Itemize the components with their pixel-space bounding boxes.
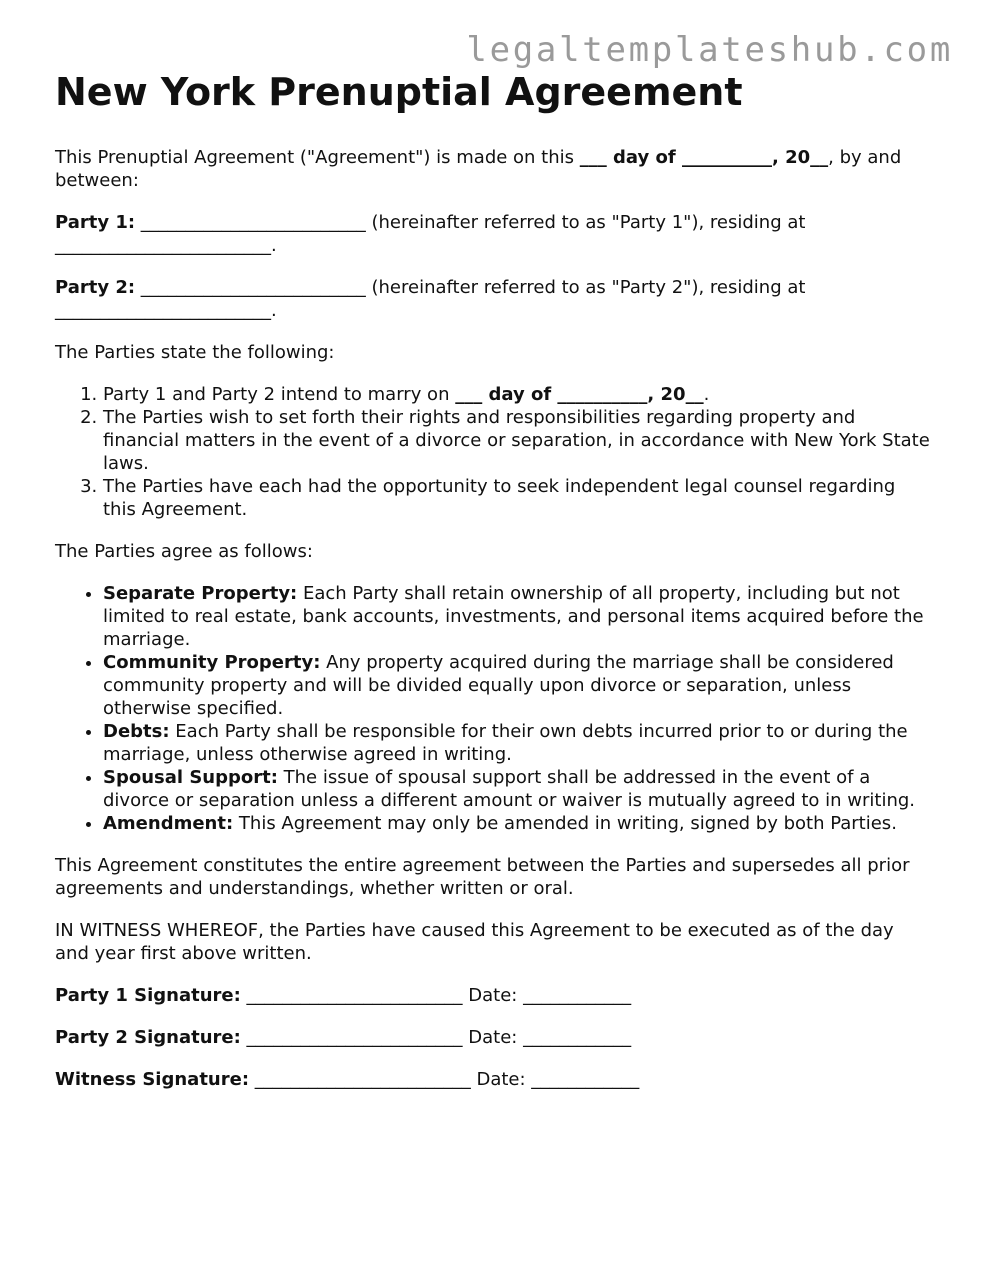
- signature-block: [55, 984, 930, 1091]
- term-label: Separate Property:: [103, 583, 298, 604]
- statements-list: [55, 383, 930, 521]
- party-1-paragraph: [55, 211, 930, 257]
- intro-date-blank: ___ day of __________, 20__: [579, 147, 829, 168]
- statement-item: 3. The Parties have each had the opportunity to seek independent legal counsel regarding this Agreement.: [103, 475, 930, 521]
- party-2-label: Party 2:: [55, 277, 136, 298]
- term-text: The issue of spousal support shall be addressed in the event of a divorce or separation unless a different amount or waiver is mutually agreed to in writing.: [103, 767, 915, 811]
- document-body: [55, 68, 930, 1110]
- statement-item: 2. The Parties wish to set forth their rights and responsibilities regarding property and financial matters in the event of a divorce or separation, in accordance with New York State laws.: [103, 406, 930, 475]
- term-item: [103, 766, 930, 812]
- term-item: [103, 651, 930, 720]
- witness-clause: IN WITNESS WHEREOF, the Parties have caused this Agreement to be executed as of the day and year first above written.: [55, 920, 894, 964]
- term-label: Debts:: [103, 721, 170, 742]
- intro-text-end: , by and between:: [55, 147, 902, 191]
- term-label: Amendment:: [103, 813, 234, 834]
- signature-label: Party 1 Signature:: [55, 985, 241, 1006]
- term-label: Spousal Support:: [103, 767, 278, 788]
- statement-1-end: .: [703, 384, 710, 405]
- term-item: [103, 582, 930, 651]
- intro-paragraph: [55, 146, 930, 192]
- witness-signature-line: [55, 1068, 930, 1091]
- signature-label: Party 2 Signature:: [55, 1027, 241, 1048]
- agree-heading: The Parties agree as follows:: [55, 541, 313, 562]
- term-item: [103, 720, 930, 766]
- party-1-label: Party 1:: [55, 212, 136, 233]
- party-2-paragraph: [55, 276, 930, 322]
- entire-agreement-paragraph: This Agreement constitutes the entire agreement between the Parties and supersedes all prior agreements and understandings, whether written or oral.: [55, 855, 910, 899]
- watermark: legaltemplateshub.com: [466, 30, 953, 70]
- intro-text: This Prenuptial Agreement ("Agreement") is made on this: [55, 147, 580, 168]
- party-1-text: _________________________ (hereinafter referred to as "Party 1"), residing at ________________________.: [55, 212, 806, 256]
- statement-1-text: Party 1 and Party 2 intend to marry on: [103, 384, 456, 405]
- term-item: [103, 812, 930, 835]
- party-1-signature-line: [55, 984, 930, 1007]
- document-title: New York Prenuptial Agreement: [55, 70, 743, 114]
- marriage-date-blank: ___ day of __________, 20__: [455, 384, 704, 405]
- terms-list: [55, 582, 930, 835]
- party-2-text: _________________________ (hereinafter referred to as "Party 2"), residing at ________________________.: [55, 277, 806, 321]
- signature-blanks: ________________________ Date: ____________: [240, 985, 632, 1006]
- term-text: Each Party shall retain ownership of all property, including but not limited to real estate, bank accounts, investments, and personal items acquired before the marriage.: [103, 583, 924, 650]
- term-text: Any property acquired during the marriage shall be considered community property and will be divided equally upon divorce or separation, unless otherwise specified.: [103, 652, 894, 719]
- signature-blanks: ________________________ Date: ____________: [249, 1069, 640, 1090]
- signature-label: Witness Signature:: [55, 1069, 250, 1090]
- signature-blanks: ________________________ Date: ____________: [240, 1027, 632, 1048]
- party-2-signature-line: [55, 1026, 930, 1049]
- statement-item: [103, 383, 930, 406]
- state-heading: The Parties state the following:: [55, 342, 335, 363]
- term-text: This Agreement may only be amended in writing, signed by both Parties.: [233, 813, 897, 834]
- term-label: Community Property:: [103, 652, 321, 673]
- term-text: Each Party shall be responsible for their own debts incurred prior to or during the marriage, unless otherwise agreed in writing.: [103, 721, 908, 765]
